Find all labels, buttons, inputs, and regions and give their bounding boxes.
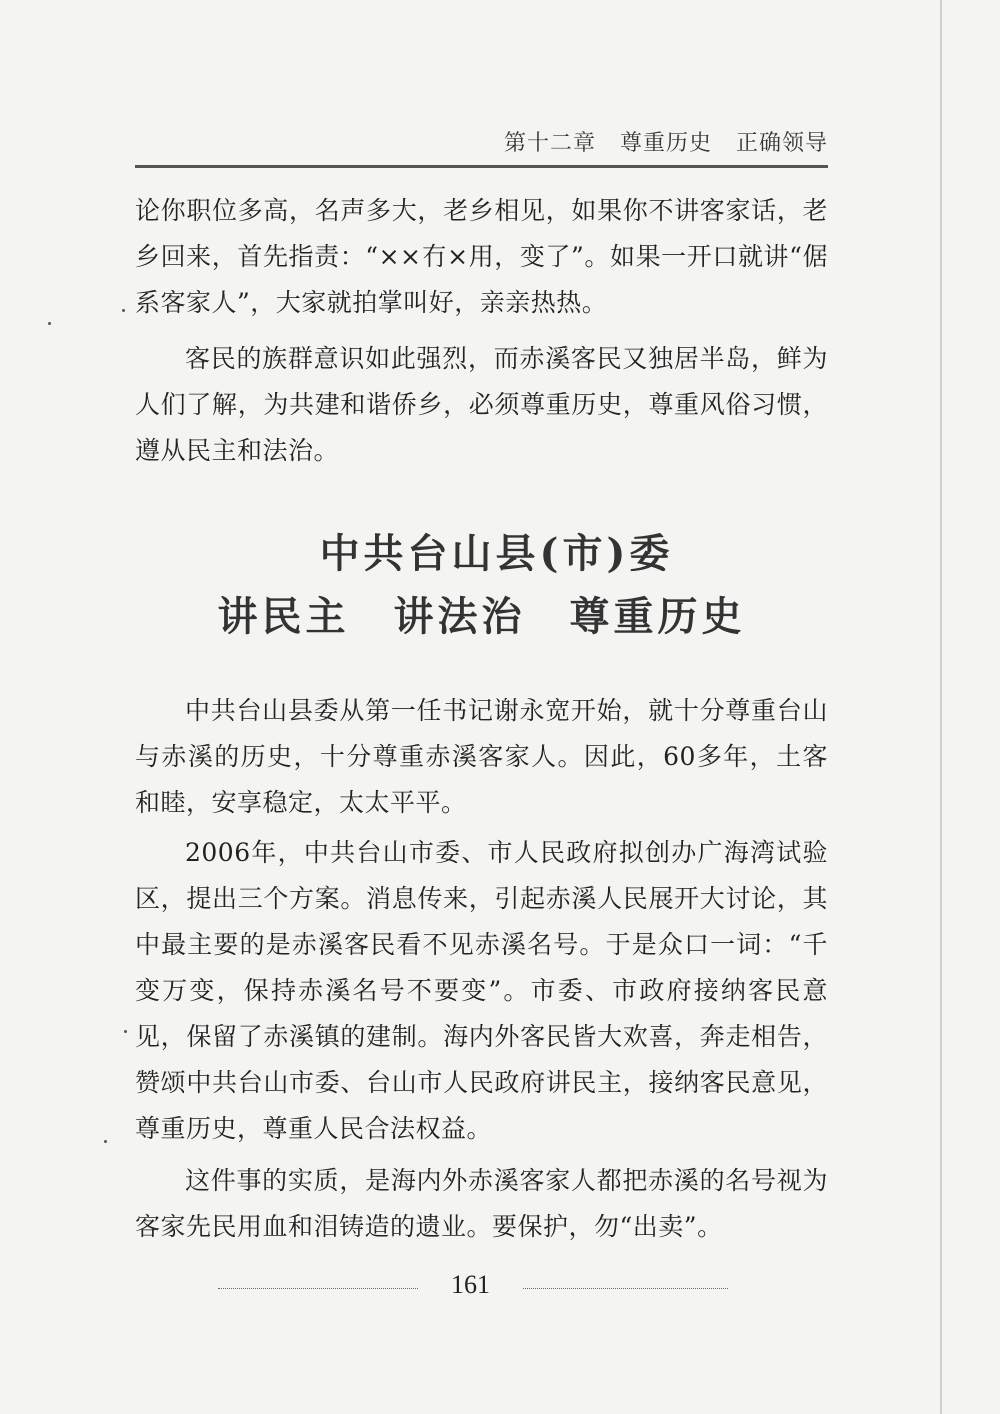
scan-speck xyxy=(104,1140,107,1143)
header-title-part2: 正确领导 xyxy=(735,131,828,156)
paragraph-2: 客民的族群意识如此强烈，而赤溪客民又独居半岛，鲜为人们了解，为共建和谐侨乡，必须尊重历史，尊重风俗习惯，遵从民主和法治。 xyxy=(135,344,828,465)
header-rule xyxy=(135,165,828,168)
paragraph-3: 中共台山县委从第一任书记谢永宽开始，就十分尊重台山与赤溪的历史，十分尊重赤溪客家人。因此，60多年，土客和睦，安享稳定，太太平平。 xyxy=(135,696,828,817)
paragraph-1: 论你职位多高，名声多大，老乡相见，如果你不讲客家话，老乡回来，首先指责：“××冇×用，变了”。如果一开口就讲“倨系客家人”，大家就拍掌叫好，亲亲热热。 xyxy=(135,196,828,317)
page-edge-line xyxy=(940,0,942,1414)
footer-rule-right xyxy=(523,1288,728,1290)
paragraph-5: 这件事的实质，是海内外赤溪客家人都把赤溪的名号视为客家先民用血和泪铸造的遗业。要保护，勿“出卖”。 xyxy=(135,1166,828,1241)
scan-speck xyxy=(48,322,51,325)
scan-speck xyxy=(124,1030,127,1033)
header-title-part1: 尊重历史 xyxy=(619,131,712,156)
running-header xyxy=(135,126,828,156)
section-title-line2: 讲民主 讲法治 尊重历史 xyxy=(217,593,746,640)
header-chapter: 第十二章 xyxy=(503,131,596,156)
page-footer xyxy=(218,1270,728,1306)
section-title-line1: 中共台山县(市)委 xyxy=(319,530,674,577)
paragraph-4: 2006年，中共台山市委、市人民政府拟创办广海湾试验区，提出三个方案。消息传来，引起赤溪人民展开大讨论，其中最主要的是赤溪客民看不见赤溪名号。于是众口一词：“千变万变，保持赤溪名号不要变”。市委、市政府接纳客民意见，保留了赤溪镇的建制。海内外客民皆大欢喜，奔走相告，赞颂中共台山市委、台山市人民政府讲民主，接纳客民意见，尊重历史，尊重人民合法权益。 xyxy=(135,838,828,1143)
scan-speck xyxy=(122,309,125,312)
footer-rule-left xyxy=(218,1288,418,1290)
page-number: 161 xyxy=(451,1270,490,1299)
